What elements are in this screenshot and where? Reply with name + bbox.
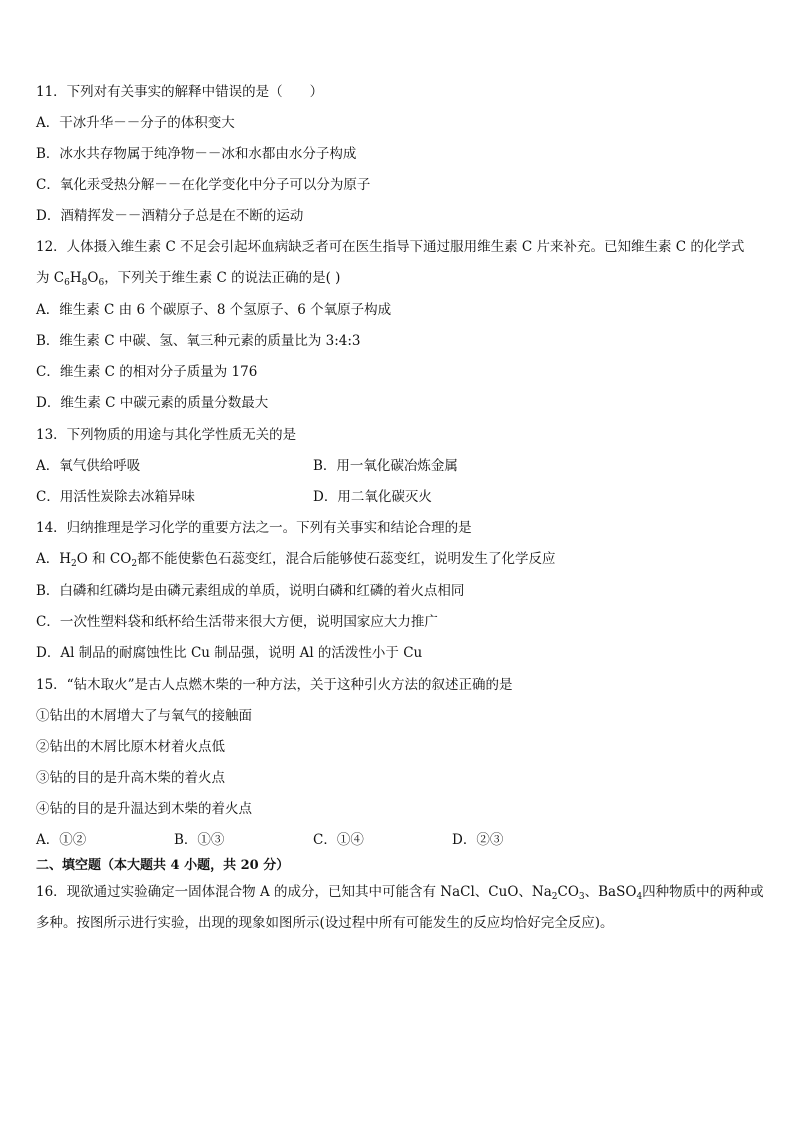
q12-stem-line1: 12．人体摄入维生素 C 不足会引起坏血病缺乏者可在医生指导下通过服用维生素 C 片来补充。已知维生素 C 的化学式	[36, 239, 745, 255]
q14-option-c: C．一次性塑料袋和纸杯给生活带来很大方便，说明国家应大力推广	[36, 614, 438, 630]
q11-stem: 11．下列对有关事实的解释中错误的是（ ）	[36, 84, 324, 100]
q12-stem-line2: 为 $C_6H_8O_6$，下列关于维生素 C 的说法正确的是( )	[36, 270, 341, 288]
q12-option-c: C．维生素 C 的相对分子质量为 176	[36, 364, 258, 380]
q13-option-b: B．用一氧化碳冶炼金属	[313, 458, 458, 474]
q13-option-a: A．氧气供给呼吸	[36, 458, 141, 474]
q15-option-a: A．①②	[36, 832, 87, 848]
q13-option-c: C．用活性炭除去冰箱异味	[36, 489, 195, 505]
q15-statement-1: ①钻出的木屑增大了与氧气的接触面	[36, 708, 252, 724]
q11-option-d: D．酒精挥发－－酒精分子总是在不断的运动	[36, 208, 304, 224]
q16-stem-line1: 16．现欲通过实验确定一固体混合物 A 的成分，已知其中可能含有 NaCl、CuO、$Na_2CO_3$、BaSO$_4$四种物质中的两种或	[36, 884, 764, 902]
q14-stem: 14．归纳推理是学习化学的重要方法之一。下列有关事实和结论合理的是	[36, 520, 472, 536]
q15-statement-2: ②钻出的木屑比原木材着火点低	[36, 739, 225, 755]
q13-option-d: D．用二氧化碳灭火	[313, 489, 432, 505]
q16-stem-line2: 多种。按图所示进行实验，出现的现象如图所示(设过程中所有可能发生的反应均恰好完全反应)。	[36, 915, 614, 931]
q11-option-c: C．氧化汞受热分解－－在化学变化中分子可以分为原子	[36, 177, 371, 193]
q12-option-d: D．维生素 C 中碳元素的质量分数最大	[36, 395, 269, 411]
q11-option-a: A．干冰升华－－分子的体积变大	[36, 115, 235, 131]
q15-option-d: D．②③	[452, 832, 504, 848]
q15-statement-4: ④钻的目的是升温达到木柴的着火点	[36, 801, 252, 817]
q15-statement-3: ③钻的目的是升高木柴的着火点	[36, 770, 225, 786]
q12-option-a: A．维生素 C 由 6 个碳原子、8 个氢原子、6 个氧原子构成	[36, 302, 392, 318]
q15-option-b: B．①③	[174, 832, 225, 848]
section-heading: 二、填空题（本大题共 4 小题，共 20 分）	[36, 858, 290, 873]
q12-option-b: B．维生素 C 中碳、氢、氧三种元素的质量比为 3:4:3	[36, 333, 361, 349]
q14-option-b: B．白磷和红磷均是由磷元素组成的单质，说明白磷和红磷的着火点相同	[36, 583, 465, 599]
q15-option-c: C．①④	[313, 832, 364, 848]
q14-option-a: A．$H_2O$ 和 $CO_2$都不能使紫色石蕊变红，混合后能够使石蕊变红，说明发生了化学反应	[36, 551, 556, 569]
q11-option-b: B．冰水共存物属于纯净物－－冰和水都由水分子构成	[36, 146, 357, 162]
q14-option-d: D．Al 制品的耐腐蚀性比 Cu 制品强，说明 Al 的活泼性小于 Cu	[36, 645, 423, 661]
q13-stem: 13．下列物质的用途与其化学性质无关的是	[36, 427, 297, 443]
q15-stem: 15．“钻木取火”是古人点燃木柴的一种方法，关于这种引火方法的叙述正确的是	[36, 677, 513, 693]
